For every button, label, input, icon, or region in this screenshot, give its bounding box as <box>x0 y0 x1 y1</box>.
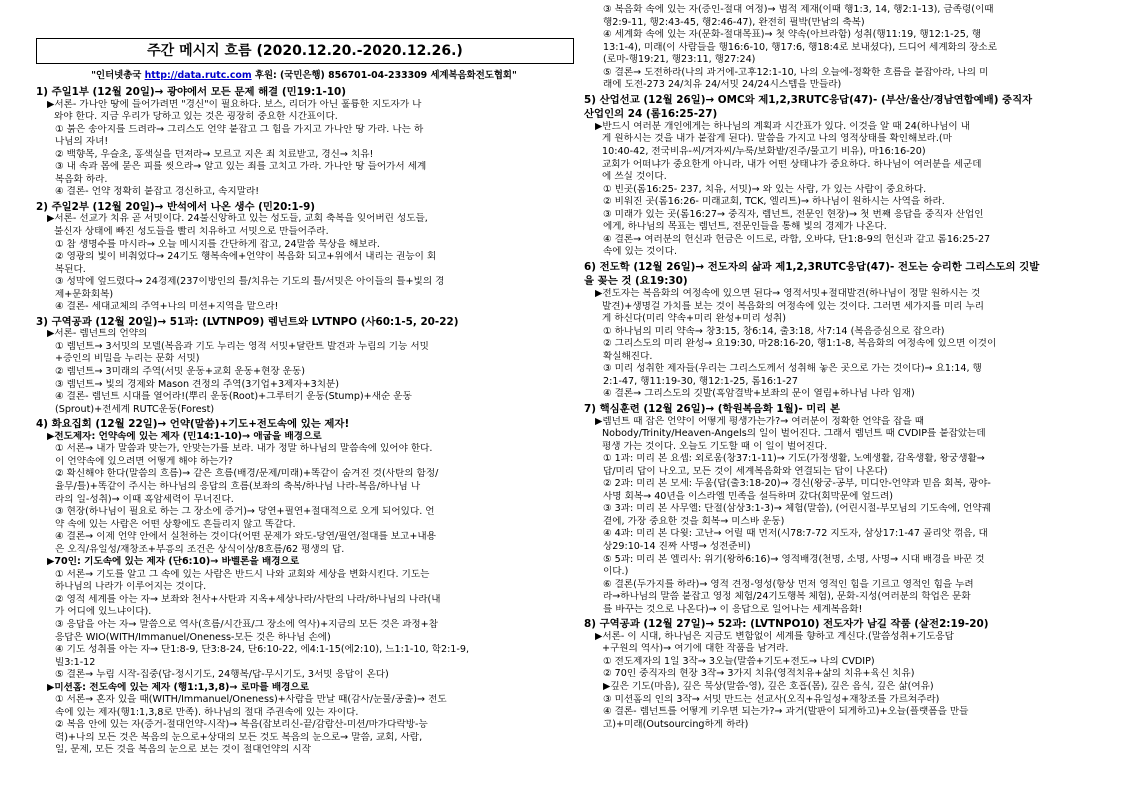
text-line: ① 전도제자의 1일 3작→ 3오늘(말씀+기도+전도→ 나의 CVDIP) <box>603 655 875 667</box>
text-line: 라→하나님의 말씀 붙잡고 영정 체험/24기도행복 체험), 문화-지성(여러분의 학업은 문화 <box>603 591 971 603</box>
section-heading: 5) 산업선교 (12월 26일)→ OMC와 제1,2,3RUTC응답(47)- (부산/울산/경남연합예배) 중직자 <box>584 93 1033 106</box>
text-line: 복된다. <box>55 263 86 275</box>
text-line: ② 백향목, 우슬초, 홍색실을 던져라→ 모르고 지은 죄 치료받고, 경신→ 치유! <box>55 148 374 160</box>
text-line: 행2:9-11, 행2:43-45, 행2:46-47), 완전히 필박(만남의 축복) <box>603 16 865 28</box>
text-line: ▶렘넌트 때 잡은 언약이 어떻게 평생가는가?→ 여러분이 정확한 언약을 잡을 때 <box>595 415 925 427</box>
text-line: ▶서론- 이 시대, 하나님은 지금도 변함없이 세계를 향하고 계신다.(말씀성취+기도응답 <box>595 630 954 642</box>
text-line: ▶미션홈: 전도속에 있는 제자 (행1:1,3,8)→ 로마를 배경으로 <box>47 681 309 693</box>
text-line: 속에 있는 것이다. <box>603 246 678 258</box>
text-line: 나님의 자녀! <box>55 136 109 148</box>
text-line: ▶깊은 기도(마음), 깊은 묵상(말씀-영), 깊은 호흡(몸), 깊은 음식, 깊은 삶(여유) <box>603 680 934 692</box>
text-line: ⑤ 5과: 미리 본 엘리사: 위기(왕하6:16)→ 영적배경(천명, 소명, 사명→ 시대 배경을 바꾼 것 <box>603 553 985 565</box>
text-line: ① 서론→ 혼자 있을 때(WITH/Immanuel/Oneness)+사람을 만날 때(감사/눈물/공출)→ 전도 <box>55 694 447 706</box>
text-line: ② 복음 안에 있는 자(증거-절대언약-시작)→ 복음(잡보리신-끝/감람산-미션/마가다락방-능 <box>55 719 428 731</box>
text-line: ③ 내 속과 몸에 묻은 피를 씻으라→ 알고 있는 죄를 고치고 가라. 가나안 땅 들어가서 세계 <box>55 161 427 173</box>
text-line: ④ 결론→ 이제 언약 안에서 실천하는 것이다(어떤 문제가 와도-당연/필연/절대를 보고+내용 <box>55 531 436 543</box>
text-line: 불신자 상태에 빠진 성도들을 빨리 치유하고 서밋으로 만들어주라. <box>54 226 329 238</box>
text-line: ① 렘넌트→ 3서밋의 모델(복음과 기도 누리는 영적 서밋+달란트 발견과 누림의 기능 서밋 <box>55 340 429 352</box>
text-line: ③ 미래가 있는 곳(롬16:27→ 중직자, 렘넌트, 전문인 현장)→ 첫 번째 응답을 중직자 산업인 <box>603 208 984 220</box>
text-line: ① 서론→ 기도를 알고 그 속에 있는 사람은 반드시 나와 교회와 세상을 변화시킨다. 기도는 <box>55 568 430 580</box>
text-line: 이 언약속에 있으려면 어떻게 해야 하는가? <box>55 455 233 467</box>
text-line: ② 영광의 빛이 비춰었다→ 24기도 행복속에+언약이 복음화 되고+위에서 내리는 권능이 회 <box>55 251 437 263</box>
text-line: ④ 결론- 렘넌트를 어떻게 키우면 되는가?→ 과거(발판이 되게하고)+오늘(플랫폼을 만들 <box>603 706 969 718</box>
text-line: 제+문화회복) <box>55 288 114 300</box>
text-line: 고)+미래(Outsourcing하게 하라) <box>603 718 749 730</box>
text-line: (로마-행19:21, 행23:11, 행27:24) <box>603 54 756 66</box>
text-line: 이다.) <box>603 566 629 578</box>
text-line: 13:1-4), 미래(이 사람들을 행16:6-10, 행17:6, 행18:4로 보내셨다), 드디어 세계화의 장소로 <box>603 41 997 53</box>
text-line: 약 속에 있는 사람은 어떤 상황에도 흔들리지 않고 똑같다. <box>55 518 296 530</box>
text-line: ③ 미션홈의 인의 3작→ 서밋 만드는 선교사(오직+유일성+재창조를 가르쳐주라) <box>603 693 940 705</box>
section-heading: 4) 화요집회 (12월 22일)→ 언약(말씀)+기도+전도속에 있는 제자! <box>36 418 350 431</box>
text-line: ④ 결론- 언약 정확히 붙잡고 경신하고, 속지말라! <box>55 186 260 198</box>
text-line: 상29:10-14 진짜 사명→ 성전준비) <box>603 540 751 552</box>
text-line: ⑥ 결론(두가지를 하라)→ 영적 견정-영성(항상 먼저 영적인 힘을 기르고 영적인 힘을 누려 <box>603 578 974 590</box>
text-line: ② 영적 세계를 아는 자→ 보좌와 천사+사탄과 지옥+세상나라/사탄의 나라/하나님의 나라(내 <box>55 593 441 605</box>
text-line: 와야 한다. 지금 우리가 당하고 있는 것은 굉장히 중요한 시간표이다. <box>54 111 338 123</box>
section-heading: 1) 주일1부 (12월 20일)→ 광야에서 모든 문제 해결 (민19:1-10) <box>36 86 346 98</box>
text-line: ▶서론- 가나안 땅에 들어가려면 "경신"이 필요하다. 보스, 리더가 아닌 훌륭한 지도자가 나 <box>47 98 422 110</box>
text-line: ① 참 생명수를 마시라→ 오늘 메시지를 간단하게 잡고, 24말씀 묵상을 해보라. <box>55 238 380 250</box>
sponsor-suffix: 후원: (국민은행) 856701-04-233309 세계복음화전도협회" <box>251 70 517 81</box>
text-line: +증인의 비밀을 누리는 문화 서밋) <box>55 353 200 365</box>
text-line: 래에 도전-273 24/치유 24/서밋 24/24시스템을 만들라) <box>603 79 842 91</box>
text-line: ▶서론- 렘넌트의 언약의 <box>47 328 148 340</box>
text-line: ④ 결론→ 여러분의 헌신과 헌금은 이드로, 라합, 오바댜, 단1:8-9의 헌신과 같고 롬16:25-27 <box>603 233 991 245</box>
text-line: 가 어디에 있느냐이다). <box>55 606 152 618</box>
text-line: ④ 기도 성취를 아는 자→ 단1:8-9, 단3:8-24, 단6:10-22, 에4:1-15(에2:10), 느1:1-10, 학2:1-9, <box>55 644 470 656</box>
right-column <box>584 4 1124 731</box>
text-line: ③ 현장(하나님이 필요로 하는 그 장소에 증거)→ 당연+필연+절대적으로 오게 되어있다. 언 <box>55 506 435 518</box>
page-title: 주간 메시지 흐름 (2020.12.20.-2020.12.26.) <box>36 38 574 64</box>
text-line: ① 붉은 송아지를 드려라→ 그리스도 언약 붙잡고 그 힘을 가지고 가나안 땅 가라. 나는 하 <box>55 123 424 135</box>
text-line: ▶서론- 선교가 치유 곧 서밋이다. 24불신앙하고 있는 성도들, 교회 축복을 잊어버린 성도들, <box>47 213 428 225</box>
text-line: 응답은 WIO(WITH/Immanuel/Oneness-모든 것은 하나님 손에) <box>55 631 331 643</box>
text-line: ② 확신해야 한다(말씀의 흐름)→ 같은 흐름(배경/문제/미래)+똑같이 숨겨진 것(사탄의 함정/ <box>55 468 439 480</box>
text-line: 복음화 하라. <box>55 173 108 185</box>
text-line: +구원의 역사)→ 여기에 대한 작품을 남겨라. <box>602 643 789 655</box>
text-line: 율무/틀)+똑같이 주시는 하나님의 응답의 흐름(보좌의 축복/하나님 나라-복음/하나님 나 <box>55 480 421 492</box>
text-line: 일, 문제, 모든 것을 복음의 눈으로 보는 것이 절대언약의 시작 <box>55 744 311 756</box>
text-line: 곁에, 가장 중요한 것을 회복→ 미스바 운동) <box>603 515 785 527</box>
text-line: 게 하신다(미리 약속+미리 완성+미리 성취) <box>602 313 787 325</box>
text-line: ② 2과: 미리 본 모세: 두움(답(출3:18-20)→ 경신(왕궁-공부, 미디안-언약과 믿음 회복, 광야- <box>603 478 991 490</box>
text-line: ① 1과: 미리 본 요셉: 외로움(창37:1-11)→ 기도(가정생활, 노예생활, 감옥생활, 왕궁생활→ <box>603 453 985 465</box>
text-line: ③ 복음화 속에 있는 자(증인-절대 여정)→ 범적 제재(이때 행1:3, 14, 행2:1-13), 금족령(이때 <box>603 4 994 15</box>
text-line: 하나님의 나라가 이루어지는 것이다. <box>55 581 207 593</box>
text-line: 교회가 어떠냐가 중요한게 아니라, 내가 어떤 상태냐가 중요하다. 하나님이 여러분을 세군데 <box>602 158 982 170</box>
section-heading: 2) 주일2부 (12월 20일)→ 반석에서 나온 생수 (민20:1-9) <box>36 200 316 213</box>
text-line: ③ 3과: 미리 본 사무엘: 단절(삼상3:1-3)→ 체험(말씀), (어린시절-부모님의 기도속에, 언약궤 <box>603 503 991 515</box>
text-line: 력)+나의 모든 것은 복음의 눈으로+상대의 모든 것도 복음의 눈으로→ 말씀, 교회, 사람, <box>55 731 423 743</box>
text-line: 사명 회복→ 40년을 이스라엘 민족을 설득하며 갔다(회막문에 엎드려) <box>603 490 894 502</box>
text-line: ③ 미리 성취한 제자들(우리는 그리스도께서 성취해 놓은 곳으로 가는 것이다)→ 요1:14, 행 <box>603 363 982 375</box>
section-heading: 7) 핵심훈련 (12월 26일)→ (학원복음화 1월)- 미리 본 <box>584 402 841 415</box>
text-line: 답/미리 답이 나오고, 모든 것이 세계복음화와 연결되는 답이 나온다) <box>603 465 888 477</box>
section-heading: 을 꽂는 것 (요19:30) <box>584 275 688 288</box>
text-line: ① 하나님의 미리 약속→ 창3:15, 창6:14, 출3:18, 사7:14 (복음증심으로 잡으라) <box>603 325 945 337</box>
text-line: 에게, 하나님의 목표는 렘넌트, 전문인들을 통해 빛의 경제가 나온다. <box>603 221 887 233</box>
text-line: ① 빈곳(롬16:25- 237, 치유, 서밋)→ 와 있는 사람, 가 있는 사람이 중요하다. <box>603 183 927 195</box>
text-line: ④ 세계화 속에 있는 자(문화-절대목표)→ 첫 약속(아브라함) 성취(행11:19, 행12:1-25, 행 <box>603 29 982 41</box>
text-line: ④ 결론- 렘넌트 시대를 열어라!(뿌리 운동(Root)+그루터기 운동(Stump)+새순 운동 <box>55 391 412 403</box>
text-line: ④ 4과: 미리 본 다윗: 고난→ 어릴 때 먼저(시78:7-72 지도자, 삼상17:1-47 골리앗 꺾음, 대 <box>603 528 988 540</box>
text-line: 은 오직/유일성/재창조+부흥의 조건은 상식이상/8흐름/62 평생의 답. <box>55 543 345 555</box>
text-line: 발견)+생명걸 가치를 보는 것이 복음화의 여정속에 있는 것이다. 그러면 세가지를 미리 누리 <box>602 300 985 312</box>
text-line: ② 그리스도의 미리 완성→ 요19:30, 마28:16-20, 행1:1-8, 복음화의 여정속에 있으면 이것이 <box>603 338 997 350</box>
sponsor-line <box>36 67 572 81</box>
section-heading: 8) 구역공과 (12월 27일)→ 52과: (LVTNPO10) 전도자가 남길 작품 (살전2:19-20) <box>584 618 989 631</box>
text-line: ④ 결론- 세대교체의 주역+나의 미션+지역을 맡으라! <box>55 301 279 313</box>
text-line: 2:1-47, 행11:19-30, 행12:1-25, 롬16:1-27 <box>603 375 798 387</box>
text-line: 10:40-42, 전국비유-씨/겨자씨/누룩/보화밭/진주/물고기 비유), 마16:16-20) <box>602 146 926 158</box>
section-heading: 3) 구역공과 (12월 20일)→ 51과: (LVTNPO9) 렘넌트와 LVTNPO (사60:1-5, 20-22) <box>36 315 459 328</box>
text-line: ③ 성막에 엎드렸다→ 24경제(237이방인의 틀/치유는 기도의 틀/서밋은 아이들의 틀+빛의 경 <box>55 276 445 288</box>
sponsor-link[interactable]: http://data.rutc.com <box>144 70 252 81</box>
text-line: ④ 결론→ 그리스도의 깃발(흑암결박+보좌의 문이 열림+하나님 나라 임재) <box>603 388 915 400</box>
text-line: Nobody/Trinity/Heaven-Angels의 일이 벌어진다. 그래서 렘넌트 때 CVDIP를 붙잡았는데 <box>602 428 986 440</box>
text-line: ⑤ 결론→ 누림 시작-집중(답-정시기도, 24행복/답-무시기도, 3서밋 응답이 온다) <box>55 669 389 681</box>
text-line: 를 바꾸는 것으로 나온다)→ 이 응답으로 일어나는 세계복음화! <box>603 603 863 615</box>
text-line: 평생 가는 것이다. 오늘도 기도할 때 이 일이 벌어진다. <box>602 440 828 452</box>
text-line: ▶전도제자: 언약속에 있는 제자 (민14:1-10)→ 애굽을 배경으로 <box>47 430 322 442</box>
text-line: ② 렘넌트→ 3미래의 주역(서밋 운동+교회 운동+현장 운동) <box>55 366 305 378</box>
text-line: 확실해진다. <box>603 350 653 362</box>
text-line: ① 서론→ 내가 말씀과 맞는가, 안맞는가를 보라. 내가 정말 하나님의 말씀속에 있어야 한다. <box>55 443 433 455</box>
section-heading: 산업인의 24 (롬16:25-27) <box>584 108 718 121</box>
text-line: 에 쓰실 것이다. <box>602 171 667 183</box>
text-line: ▶전도자는 복음화의 여정속에 있으면 된다→ 영적서밋+절대발견(하나님이 정말 원하시는 것 <box>595 288 981 300</box>
text-line: ② 70인 중직자의 현장 3작→ 3가지 치유(영적치유+삶의 치유+육신 치유) <box>603 668 915 680</box>
text-line: 라의 일-성취)→ 이때 흑암세력이 무너진다. <box>55 493 234 505</box>
text-line: ③ 응답을 아는 자→ 말씀으로 역사(흐름/시간표/그 장소에 역사)+지금의 모든 것은 과정+참 <box>55 618 438 630</box>
text-line: 속에 있는 제자(행1:1,3,8로 만족). 하나님의 절대 주권속에 있는 자이다. <box>55 706 359 718</box>
text-line: ③ 렘넌트→ 빛의 경제와 Mason 견정의 주역(3기업+3제자+3치분) <box>55 378 339 390</box>
left-column <box>36 84 578 757</box>
text-line: ▶70인: 기도속에 있는 제자 (단6:10)→ 바벨론을 배경으로 <box>47 556 300 568</box>
text-line: ② 비워진 곳(롬16:26- 미래교회, TCK, 엘리트)→ 하나님이 원하시는 사역을 하라. <box>603 196 945 208</box>
sponsor-prefix: "인터넷총국 <box>91 70 145 81</box>
text-line: 빌3:1-12 <box>55 656 96 668</box>
text-line: ⑤ 결론→ 도전하라(나의 과거에-고후12:1-10, 나의 오늘에-정확한 흐름을 붙잡아라, 나의 미 <box>603 66 989 78</box>
text-line: (Sprout)+전세계 RUTC운동(Forest) <box>55 403 215 415</box>
section-heading: 6) 전도학 (12월 26일)→ 전도자의 삶과 제1,2,3RUTC응답(47)- 전도는 승리한 그리스도의 깃발 <box>584 260 1040 273</box>
text-line: ▶반드시 여러분 개인에게는 하나님의 계획과 시간표가 있다. 이것을 알 때 24(하나님이 내 <box>595 120 971 132</box>
text-line: 게 원하시는 것을 내가 붙잡게 된다). 말씀을 가지고 나의 영적상태를 확인해보라.(마 <box>602 133 952 145</box>
